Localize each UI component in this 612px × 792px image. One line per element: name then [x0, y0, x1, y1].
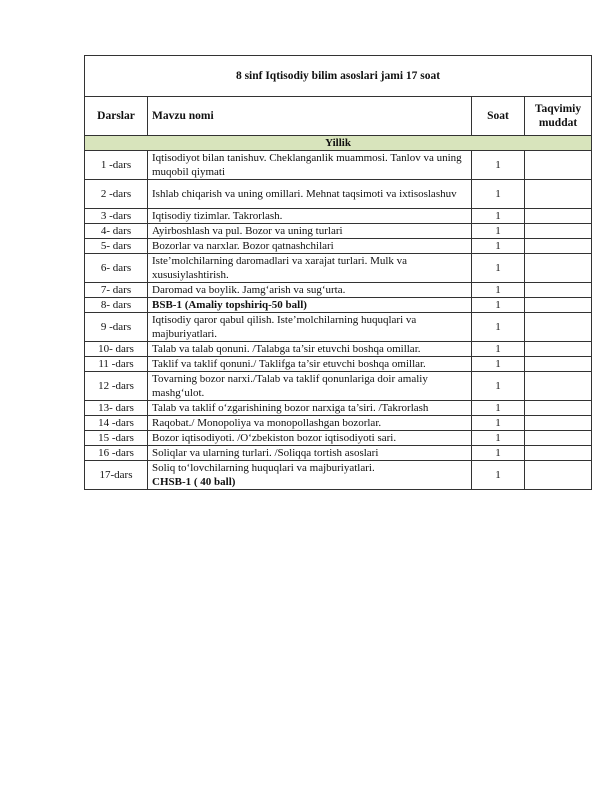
lesson-topic-text: Iqtisodiyot bilan tanishuv. Cheklanganlik muammosi. Tanlov va uning muqobil qiymati	[152, 152, 462, 178]
lesson-number: 6- dars	[85, 254, 148, 283]
lesson-date	[525, 313, 592, 342]
table-row	[85, 372, 592, 401]
lesson-date	[525, 431, 592, 446]
lesson-topic-text: Tovarning bozor narxi./Talab va taklif qonunlariga doir amaliy mashg‘ulot.	[152, 373, 428, 399]
lesson-topic-text: Soliqlar va ularning turlari. /Soliqqa tortish asoslari	[152, 447, 379, 459]
lesson-number: 7- dars	[85, 283, 148, 298]
lesson-date	[525, 254, 592, 283]
lesson-topic-text: Ishlab chiqarish va uning omillari. Mehnat taqsimoti va ixtisoslashuv	[152, 188, 457, 200]
table-row	[85, 283, 592, 298]
lesson-number: 13- dars	[85, 401, 148, 416]
table-row	[85, 431, 592, 446]
lesson-hours: 1	[472, 254, 525, 283]
lesson-date	[525, 209, 592, 224]
lesson-number: 17-dars	[85, 461, 148, 490]
table-row	[85, 209, 592, 224]
title-row	[85, 56, 592, 97]
lesson-topic	[148, 209, 472, 224]
lesson-topic-text: Soliq to‘lovchilarning huquqlari va majburiyatlari.	[152, 462, 375, 474]
lesson-topic-text: BSB-1 (Amaliy topshiriq-50 ball)	[152, 299, 307, 311]
table-row	[85, 239, 592, 254]
table-row	[85, 342, 592, 357]
lesson-topic	[148, 180, 472, 209]
lesson-date	[525, 239, 592, 254]
lesson-hours: 1	[472, 239, 525, 254]
lesson-topic-text: Ayirboshlash va pul. Bozor va uning turlari	[152, 225, 343, 237]
lesson-number: 16 -dars	[85, 446, 148, 461]
lesson-topic-text: Talab va taklif o‘zgarishining bozor narxiga ta’siri. /Takrorlash	[152, 402, 429, 414]
lesson-hours: 1	[472, 401, 525, 416]
lesson-date	[525, 224, 592, 239]
table-row	[85, 401, 592, 416]
lesson-topic	[148, 401, 472, 416]
lesson-topic-text: Iste’molchilarning daromadlari va xarajat turlari. Mulk va xususiylashtirish.	[152, 255, 408, 281]
lesson-date	[525, 401, 592, 416]
lesson-number: 4- dars	[85, 224, 148, 239]
lesson-hours: 1	[472, 298, 525, 313]
lesson-date	[525, 357, 592, 372]
lesson-number: 1 -dars	[85, 151, 148, 180]
lesson-topic	[148, 461, 472, 490]
table-row	[85, 180, 592, 209]
lesson-topic-text: Taklif va taklif qonuni./ Taklifga ta’sir etuvchi boshqa omillar.	[152, 358, 426, 370]
lesson-hours: 1	[472, 357, 525, 372]
lesson-hours: 1	[472, 180, 525, 209]
lesson-topic	[148, 342, 472, 357]
lesson-number: 2 -dars	[85, 180, 148, 209]
lesson-topic	[148, 372, 472, 401]
lesson-topic	[148, 283, 472, 298]
lesson-hours: 1	[472, 313, 525, 342]
lesson-topic	[148, 298, 472, 313]
table-row	[85, 446, 592, 461]
lesson-date	[525, 298, 592, 313]
lesson-topic	[148, 151, 472, 180]
lesson-topic	[148, 313, 472, 342]
lesson-number: 12 -dars	[85, 372, 148, 401]
lesson-topic-text: Bozor iqtisodiyoti. /O‘zbekiston bozor iqtisodiyoti sari.	[152, 432, 397, 444]
lesson-topic	[148, 239, 472, 254]
lesson-number: 11 -dars	[85, 357, 148, 372]
table-row	[85, 298, 592, 313]
lesson-plan-table	[84, 55, 592, 490]
lesson-topic	[148, 254, 472, 283]
header-row	[85, 97, 592, 136]
header-darslar: Darslar	[85, 97, 148, 136]
lesson-number: 3 -dars	[85, 209, 148, 224]
lesson-number: 5- dars	[85, 239, 148, 254]
table-row	[85, 224, 592, 239]
lesson-number: 9 -dars	[85, 313, 148, 342]
lesson-topic-text: Daromad va boylik. Jamg‘arish va sug‘urta.	[152, 284, 346, 296]
lesson-date	[525, 446, 592, 461]
lesson-date	[525, 180, 592, 209]
section-row	[85, 136, 592, 151]
lesson-hours: 1	[472, 431, 525, 446]
lesson-date	[525, 461, 592, 490]
table-row	[85, 416, 592, 431]
lesson-topic	[148, 357, 472, 372]
lesson-number: 15 -dars	[85, 431, 148, 446]
table-row	[85, 357, 592, 372]
lesson-hours: 1	[472, 342, 525, 357]
lesson-hours: 1	[472, 446, 525, 461]
section-label: Yillik	[85, 136, 592, 151]
header-soat: Soat	[472, 97, 525, 136]
lesson-number: 10- dars	[85, 342, 148, 357]
lesson-topic-text: Raqobat./ Monopoliya va monopollashgan bozorlar.	[152, 417, 382, 429]
lesson-date	[525, 283, 592, 298]
lesson-topic-text: Bozorlar va narxlar. Bozor qatnashchilari	[152, 240, 334, 252]
header-mavzu: Mavzu nomi	[148, 97, 472, 136]
lesson-hours: 1	[472, 372, 525, 401]
table-row	[85, 151, 592, 180]
table-title: 8 sinf Iqtisodiy bilim asoslari jami 17 soat	[85, 56, 592, 97]
lesson-assessment-label: CHSB-1 ( 40 ball)	[152, 476, 236, 488]
table-row	[85, 254, 592, 283]
table-row	[85, 313, 592, 342]
lesson-topic-text: Iqtisodiy qaror qabul qilish. Iste’molchilarning huquqlari va majburiyatlari.	[152, 314, 417, 340]
lesson-hours: 1	[472, 151, 525, 180]
lesson-topic-text: Talab va talab qonuni. /Talabga ta’sir etuvchi boshqa omillar.	[152, 343, 421, 355]
lesson-hours: 1	[472, 283, 525, 298]
lesson-topic	[148, 446, 472, 461]
lesson-date	[525, 416, 592, 431]
lesson-number: 14 -dars	[85, 416, 148, 431]
lesson-topic-text: Iqtisodiy tizimlar. Takrorlash.	[152, 210, 283, 222]
lesson-topic	[148, 224, 472, 239]
lesson-hours: 1	[472, 209, 525, 224]
lesson-topic	[148, 416, 472, 431]
lesson-hours: 1	[472, 416, 525, 431]
lesson-date	[525, 342, 592, 357]
lesson-hours: 1	[472, 461, 525, 490]
lesson-date	[525, 372, 592, 401]
lesson-number: 8- dars	[85, 298, 148, 313]
header-muddat: Taqvimiy muddat	[525, 97, 592, 136]
lesson-hours: 1	[472, 224, 525, 239]
table-row	[85, 461, 592, 490]
lesson-topic	[148, 431, 472, 446]
lesson-date	[525, 151, 592, 180]
